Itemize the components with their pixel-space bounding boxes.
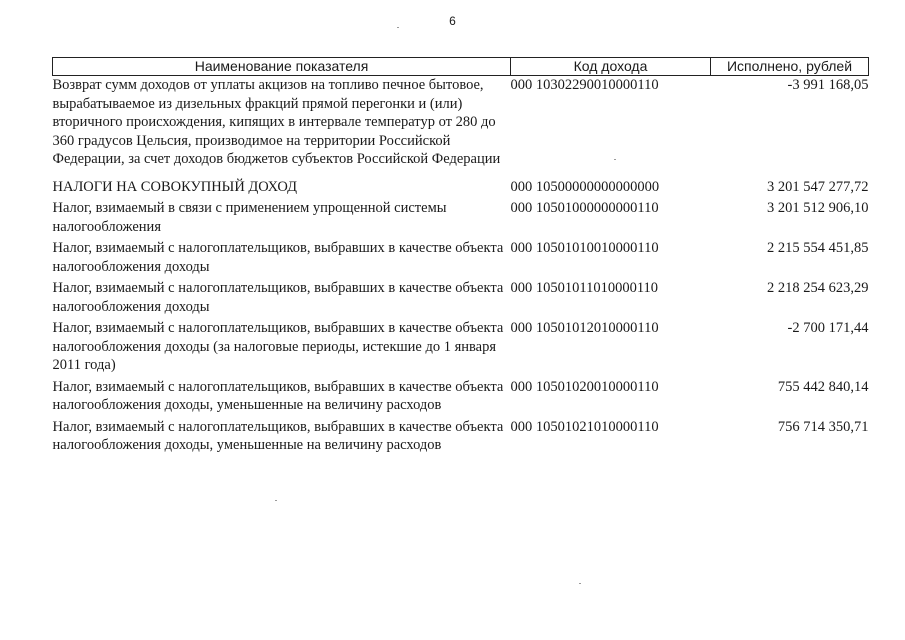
row-name: Налог, взимаемый с налогоплательщиков, выбравших в качестве объекта налогообложения доходы, уменьшенные на величину расходов [52, 418, 504, 453]
header-amount: Исполнено, рублей [711, 58, 869, 76]
table-row [53, 76, 869, 172]
page-number: 6 [449, 14, 456, 28]
row-amount: 3 201 512 906,10 [767, 200, 869, 216]
table-header-row [53, 58, 869, 76]
header-code: Код дохода [511, 58, 711, 76]
row-code: 000 10501000000000110 [510, 200, 659, 216]
table-row [53, 279, 869, 319]
row-name: Налог, взимаемый с налогоплательщиков, выбравших в качестве объекта налогообложения доходы [52, 280, 504, 315]
row-amount: 2 215 554 451,85 [767, 240, 869, 256]
table-row [53, 199, 869, 239]
scan-speck [397, 27, 399, 28]
row-name: Возврат сумм доходов от уплаты акцизов на топливо печное бытовое, вырабатываемое из дизельных фракций прямой перегонки и (или) вторичного происхождения, кипящих в интервале температур от 280 до 360 градусов Цельсия, производимое на территории Российской Федерации, за счет доходов бюджетов субъектов Российской Федерации [52, 77, 501, 167]
row-code: 000 10500000000000000 [510, 178, 660, 195]
row-name: Налог, взимаемый с налогоплательщиков, выбравших в качестве объекта налогообложения доходы (за налоговые периоды, истекшие до 1 января 2011 года) [52, 320, 504, 373]
header-name: Наименование показателя [53, 58, 511, 76]
row-name: Налог, взимаемый с налогоплательщиков, выбравших в качестве объекта налогообложения доходы, уменьшенные на величину расходов [52, 378, 504, 413]
row-amount: 755 442 840,14 [777, 378, 869, 395]
table-row [53, 319, 869, 378]
row-code: 000 10302290010000110 [510, 77, 659, 93]
scan-speck [614, 159, 616, 160]
row-name: НАЛОГИ НА СОВОКУПНЫЙ ДОХОД [52, 178, 298, 195]
row-name: Налог, взимаемый с налогоплательщиков, выбравших в качестве объекта налогообложения доходы [52, 240, 504, 275]
scan-speck [579, 583, 581, 584]
table-row [53, 239, 869, 279]
row-amount: 3 201 547 277,72 [767, 178, 869, 195]
row-amount: -3 991 168,05 [787, 77, 869, 93]
table-row [53, 378, 869, 418]
table-row [53, 172, 869, 200]
row-amount: -2 700 171,44 [787, 320, 869, 336]
scan-speck [275, 500, 277, 501]
row-code: 000 10501021010000110 [510, 418, 659, 435]
row-amount: 2 218 254 623,29 [767, 280, 869, 296]
row-code: 000 10501010010000110 [510, 240, 659, 256]
row-code: 000 10501011010000110 [510, 280, 659, 296]
revenue-table [52, 57, 869, 458]
row-name: Налог, взимаемый в связи с применением упрощенной системы налогообложения [52, 200, 447, 235]
row-code: 000 10501020010000110 [510, 378, 659, 395]
row-code: 000 10501012010000110 [510, 320, 659, 336]
row-amount: 756 714 350,71 [777, 418, 869, 435]
table-row [53, 418, 869, 458]
